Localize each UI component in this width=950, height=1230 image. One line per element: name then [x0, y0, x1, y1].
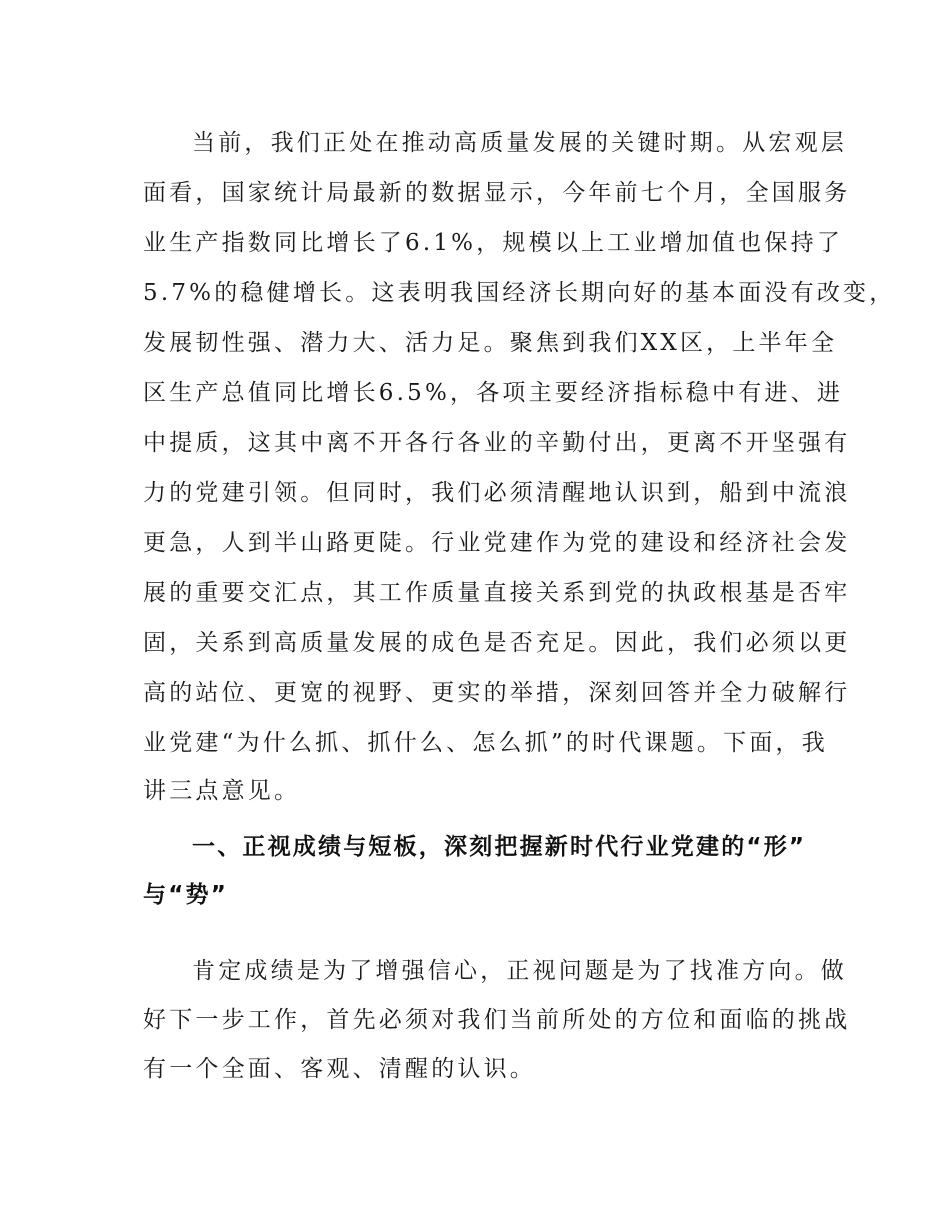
paragraph-line: 业生产指数同比增长了6.1%，规模以上工业增加值也保持了	[143, 230, 844, 256]
paragraph-line: 高的站位、更宽的视野、更实的举措，深刻回答并全力破解行	[143, 680, 851, 706]
paragraph-line: 5.7%的稳健增长。这表明我国经济长期向好的基本面没有改变，	[143, 280, 896, 306]
paragraph-line: 肯定成绩是为了增强信心，正视问题是为了找准方向。做	[192, 958, 847, 984]
paragraph-line: 更急，人到半山路更陡。行业党建作为党的建设和经济社会发	[143, 530, 851, 556]
paragraph-line: 面看，国家统计局最新的数据显示，今年前七个月，全国服务	[143, 180, 851, 206]
paragraph-line: 好下一步工作，首先必须对我们当前所处的方位和面临的挑战	[143, 1007, 851, 1033]
paragraph-line: 固，关系到高质量发展的成色是否充足。因此，我们必须以更	[143, 630, 851, 656]
heading-line: 与“势”	[143, 882, 229, 908]
paragraph-line: 展的重要交汇点，其工作质量直接关系到党的执政根基是否牢	[143, 580, 851, 606]
paragraph-line: 当前，我们正处在推动高质量发展的关键时期。从宏观层	[192, 130, 847, 156]
paragraph-line: 中提质，这其中离不开各行各业的辛勤付出，更离不开坚强有	[143, 430, 851, 456]
heading-line: 一、正视成绩与短板，深刻把握新时代行业党建的“形”	[192, 834, 807, 860]
paragraph-line: 业党建“为什么抓、抓什么、怎么抓”的时代课题。下面，我	[143, 730, 828, 756]
paragraph-line: 讲三点意见。	[143, 778, 301, 804]
paragraph-line: 发展韧性强、潜力大、活力足。聚焦到我们XX区，上半年全	[143, 330, 838, 356]
paragraph-line: 有一个全面、客观、清醒的认识。	[143, 1056, 536, 1082]
paragraph-line: 力的党建引领。但同时，我们必须清醒地认识到，船到中流浪	[143, 480, 851, 506]
paragraph-line: 区生产总值同比增长6.5%，各项主要经济指标稳中有进、进	[143, 380, 844, 406]
